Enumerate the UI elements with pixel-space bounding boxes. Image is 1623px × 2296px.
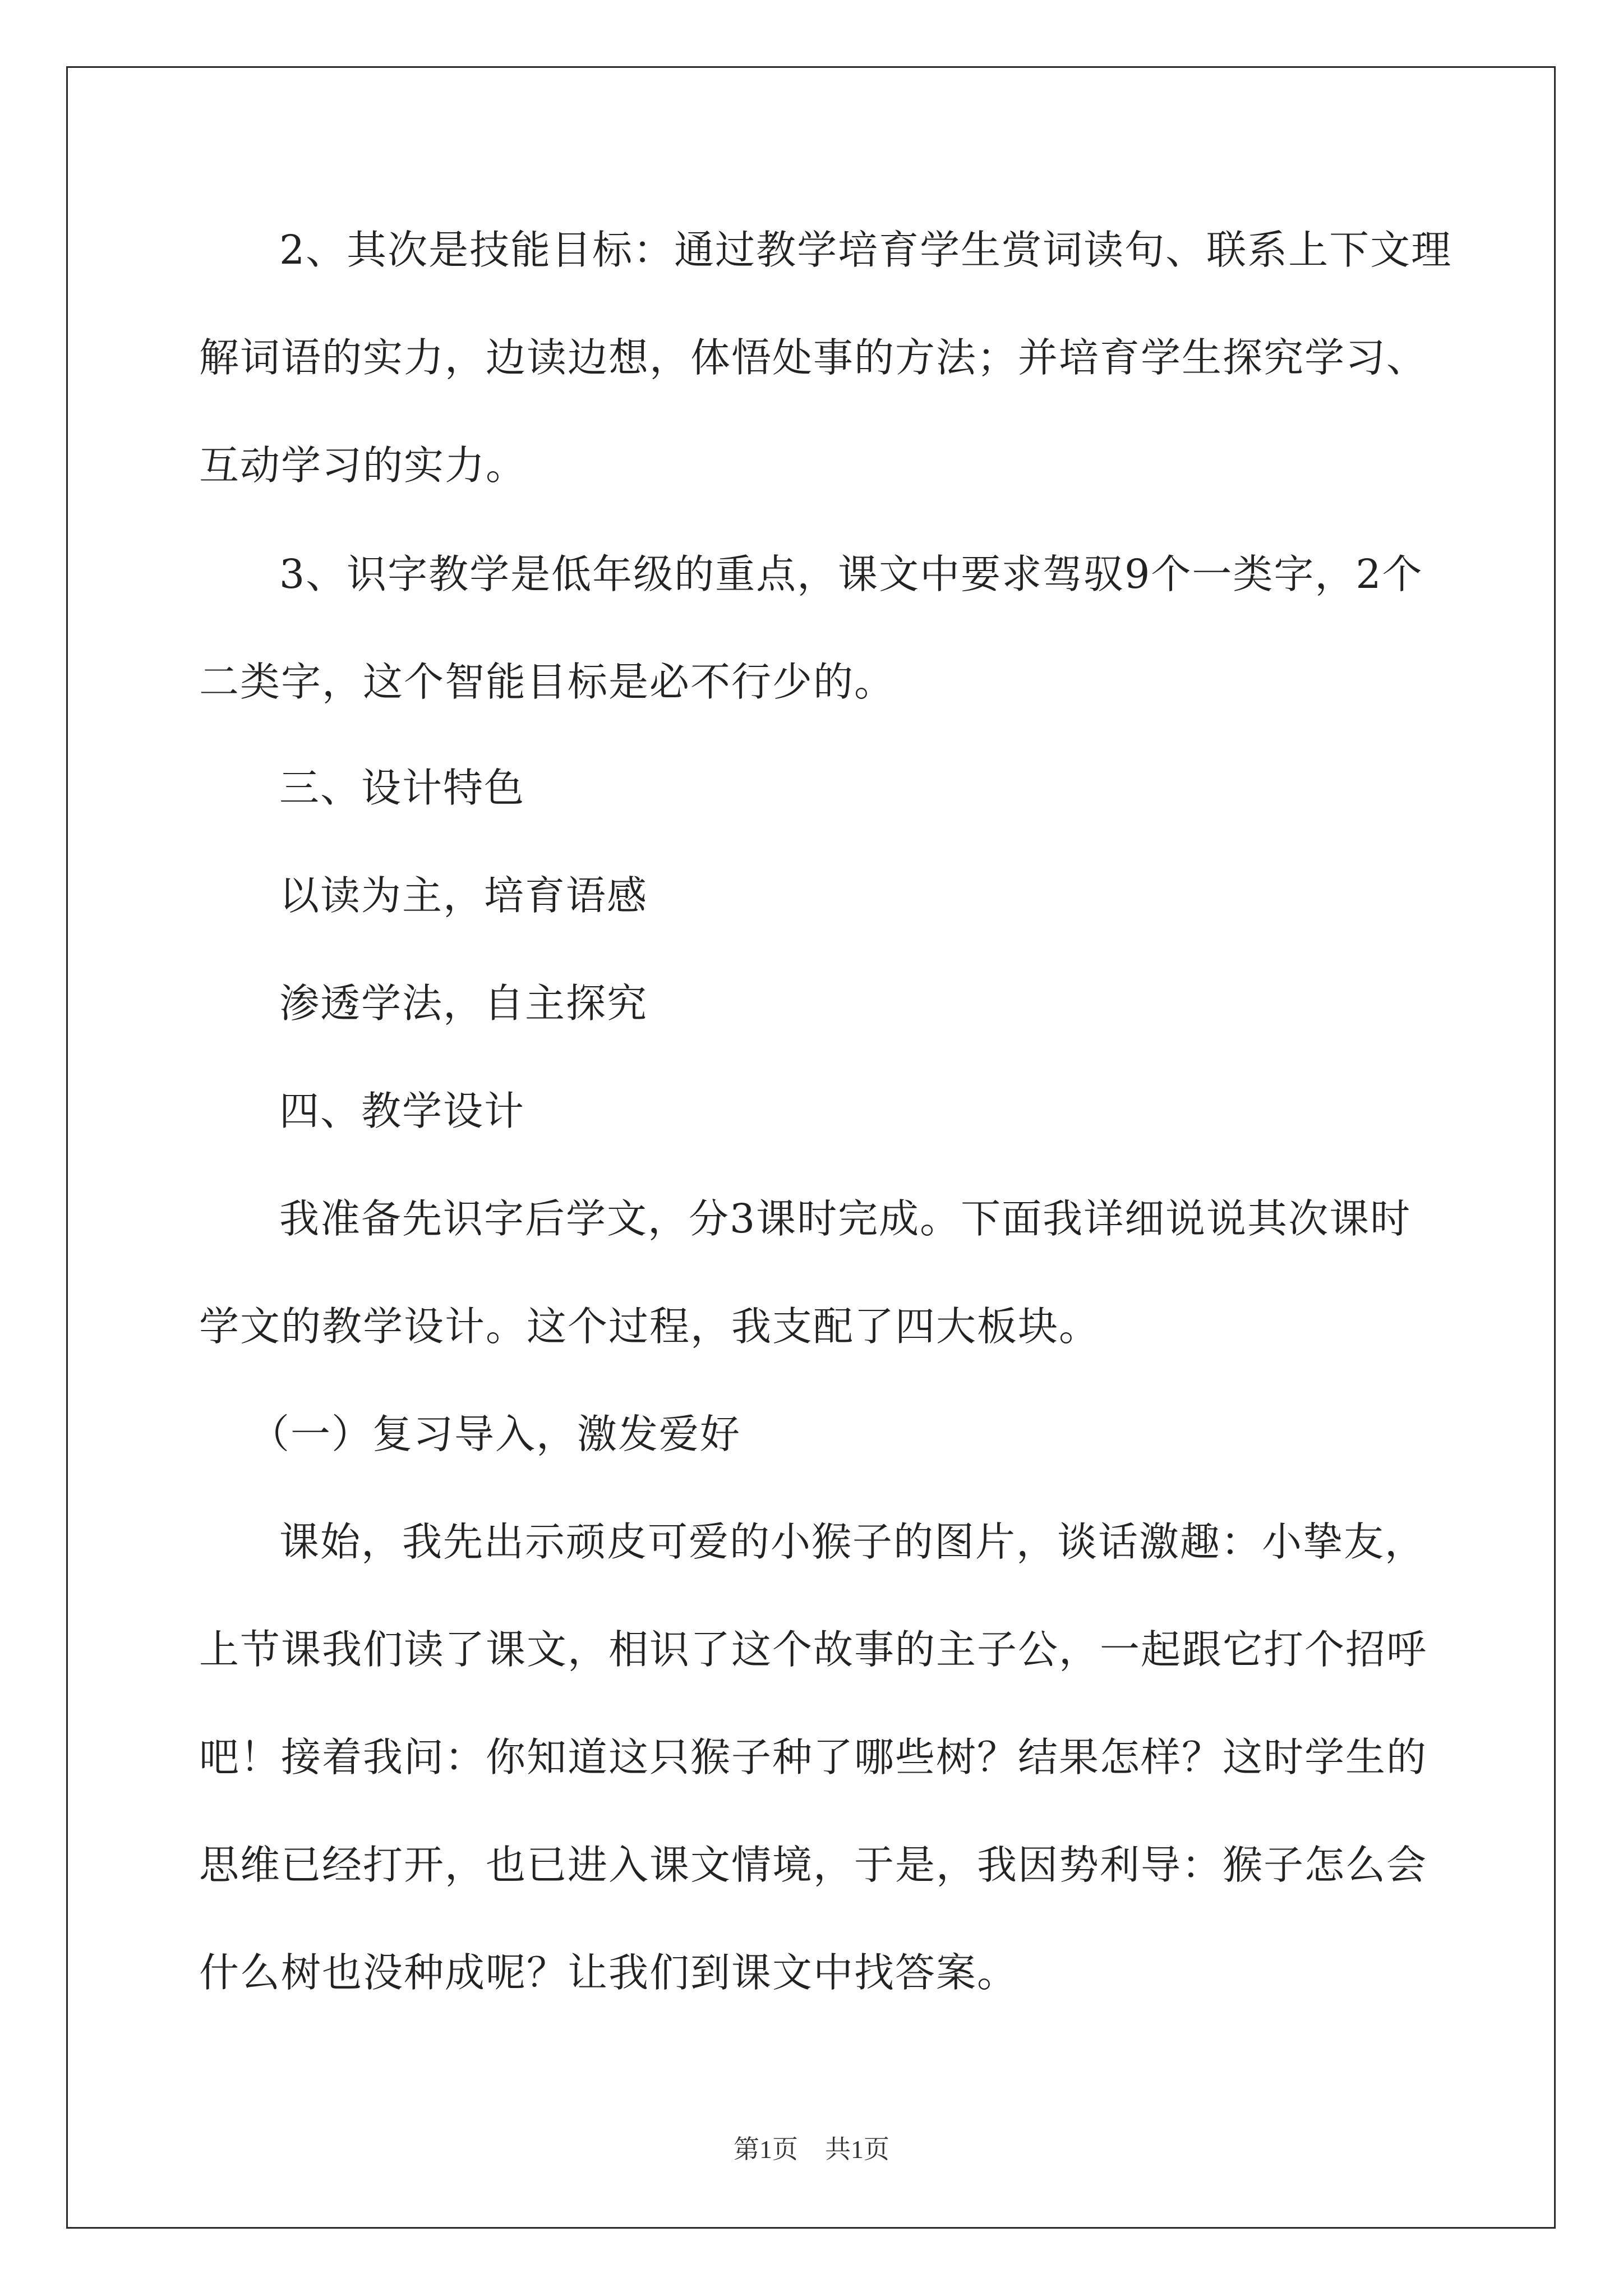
- paragraph-line: 互动学习的实力。: [199, 442, 527, 489]
- subsection-heading: （一）复习导入，激发爱好: [250, 1411, 741, 1457]
- section-heading: 三、设计特色: [279, 765, 525, 811]
- section-heading: 四、教学设计: [279, 1088, 525, 1134]
- paragraph-line: 思维已经打开，也已进入课文情境，于是，我因势利导：猴子怎么会: [199, 1842, 1428, 1888]
- paragraph-line: 二类字，这个智能目标是必不行少的。: [199, 659, 896, 705]
- page-border: [66, 66, 1556, 2229]
- page-footer: [0, 2133, 1623, 2166]
- paragraph-line: 课始，我先出示顽皮可爱的小猴子的图片，谈话激趣：小挚友，: [279, 1519, 1426, 1565]
- page-total: 共1页: [825, 2135, 889, 2164]
- paragraph-line: 我准备先识字后学文，分3课时完成。下面我详细说说其次课时: [279, 1195, 1412, 1242]
- paragraph-line: 上节课我们读了课文，相识了这个故事的主子公，一起跟它打个招呼: [199, 1626, 1428, 1673]
- paragraph-line: 学文的教学设计。这个过程，我支配了四大板块。: [199, 1303, 1100, 1350]
- paragraph-line: 3、识字教学是低年级的重点，课文中要求驾驭9个一类字，2个: [279, 551, 1423, 597]
- paragraph-line: 2、其次是技能目标：通过教学培育学生赏词读句、联系上下文理: [279, 227, 1453, 273]
- paragraph-line: 吧！接着我问：你知道这只猴子种了哪些树？结果怎样？这时学生的: [199, 1734, 1428, 1780]
- paragraph-line: 以读为主，培育语感: [279, 872, 648, 919]
- paragraph-line: 什么树也没种成呢？让我们到课文中找答案。: [199, 1949, 1018, 1996]
- paragraph-line: 渗透学法，自主探究: [279, 980, 648, 1027]
- paragraph-line: 解词语的实力，边读边想，体悟处事的方法；并培育学生探究学习、: [199, 334, 1428, 381]
- page-number: 第1页: [734, 2135, 798, 2164]
